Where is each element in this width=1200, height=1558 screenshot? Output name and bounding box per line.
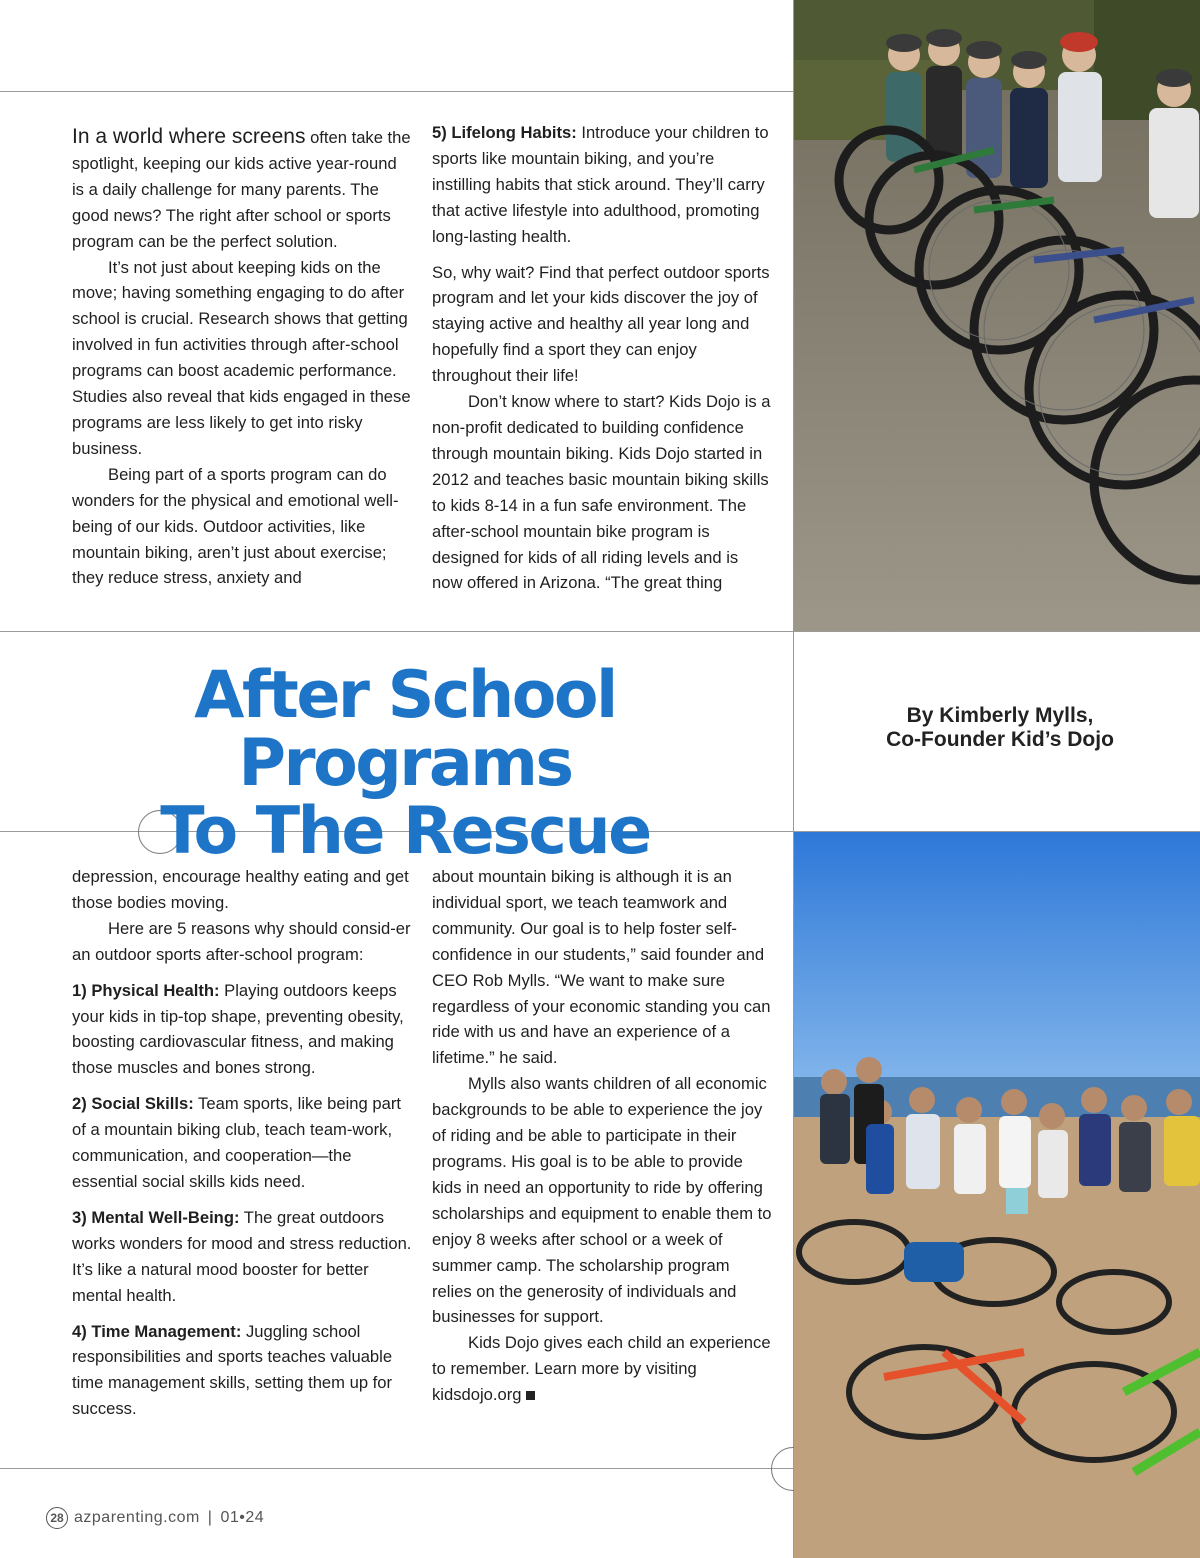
- article-column-3: [72, 864, 412, 1422]
- article-column-1: [72, 124, 412, 591]
- article-paragraph: Kids Dojo gives each child an experience to remember. Learn more by visiting kidsdojo.org: [432, 1333, 771, 1405]
- article-column-2: [432, 120, 772, 596]
- reason-label: 4) Time Management:: [72, 1321, 242, 1341]
- article-title: [30, 658, 780, 869]
- article-paragraph: depression, encourage healthy eating and get those bodies moving.: [72, 867, 409, 912]
- reason-3: 3) Mental Well-Being: The great outdoors works wonders for mood and stress reduction. It’s like a natural mood booster for better mental health.: [72, 1207, 412, 1305]
- top-rule: [0, 91, 793, 92]
- end-of-article-mark: [526, 1391, 535, 1400]
- photo-kids-bikes-trail: [794, 0, 1200, 631]
- page-footer: [46, 1507, 264, 1529]
- article-paragraph: So, why wait? Find that perfect outdoor sports program and let your kids discover the joy of staying active and healthy all year long and hopefully find a sport they can enjoy throughout their life!: [432, 262, 770, 386]
- footer-site: azparenting.com: [74, 1509, 200, 1526]
- reason-label: 2) Social Skills:: [72, 1094, 194, 1114]
- upper-mid-rule: [0, 631, 1200, 632]
- reason-5: 5) Lifelong Habits: Introduce your children to sports like mountain biking, and you’re instilling habits that stick around. They’ll carry that active lifestyle into adulthood, promoting long-lasting health.: [432, 123, 769, 246]
- footer-issue: 01•24: [220, 1509, 265, 1526]
- article-paragraph: Mylls also wants children of all economic backgrounds to be able to experience the joy of riding and be able to participate in their programs. His goal is to be able to provide kids in need an opportunity to ride by offering scholarships and equipment to enable them to enjoy 8 weeks after school or a week of summer camp. The scholarship program relies on the generosity of individuals and businesses for support.: [432, 1074, 772, 1327]
- article-paragraph: It’s not just about keeping kids on the move; having something engaging to do after school is crucial. Research shows that getting involved in fun activities through after-school programs can boost academic performance. Studies also reveal that kids engaged in these programs are less likely to get into risky business.: [72, 257, 411, 458]
- article-paragraph: Don’t know where to start? Kids Dojo is a non-profit dedicated to building confidence through mountain biking. Kids Dojo started in 2012 and teaches basic mountain biking skills to kids 8-14 in a fun safe environment. The after-school mountain bike program is designed for kids of all riding levels and is now offered in Arizona. “The great thing: [432, 392, 771, 593]
- reason-label: 3) Mental Well-Being:: [72, 1207, 240, 1227]
- reason-label: 5) Lifelong Habits:: [432, 123, 577, 142]
- article-paragraph: about mountain biking is although it is an individual sport, we teach teamwork and community. Our goal is to help foster self-confidence in our students,” said founder and CEO Rob Mylls. “We want to make sure regardless of your economic standing you can ride with us and have an experience of a lifetime.” he said.: [432, 867, 771, 1068]
- article-paragraph: Being part of a sports program can do wonders for the physical and emotional well-being of our kids. Outdoor activities, like mountain biking, aren’t just about exercise; they reduce stress, anxiety and: [72, 464, 399, 588]
- title-line-1: After School Programs: [194, 658, 616, 801]
- title-line-2: To The Rescue: [160, 794, 650, 869]
- byline: By Kimberly Mylls, Co-Founder Kid’s Dojo: [886, 704, 1114, 751]
- photo-group-kids-lake: [794, 832, 1200, 1558]
- article-column-4: [432, 864, 772, 1408]
- reason-4: 4) Time Management: Juggling school responsibilities and sports teaches valuable time management skills, setting them up for success.: [72, 1321, 393, 1419]
- reason-2: 2) Social Skills: Team sports, like being part of a mountain biking club, teach team-work, communication, and cooperation—the essential social skills kids need.: [72, 1094, 401, 1191]
- article-paragraph: In a world where screens often take the spotlight, keeping our kids active year-round is a daily challenge for many parents. The good news? The right after school or sports program can be the perfect solution.: [72, 125, 411, 251]
- reason-1: 1) Physical Health: Playing outdoors keeps your kids in tip-top shape, preventing obesity, boosting cardiovascular fitness, and making those muscles and bones strong.: [72, 980, 404, 1078]
- lead-in: In a world where screens: [72, 125, 306, 148]
- footer-separator: |: [207, 1509, 213, 1526]
- page-number: 28: [46, 1507, 68, 1529]
- reason-label: 1) Physical Health:: [72, 980, 220, 1000]
- article-paragraph: Here are 5 reasons why should consid-er an outdoor sports after-school program:: [72, 918, 411, 964]
